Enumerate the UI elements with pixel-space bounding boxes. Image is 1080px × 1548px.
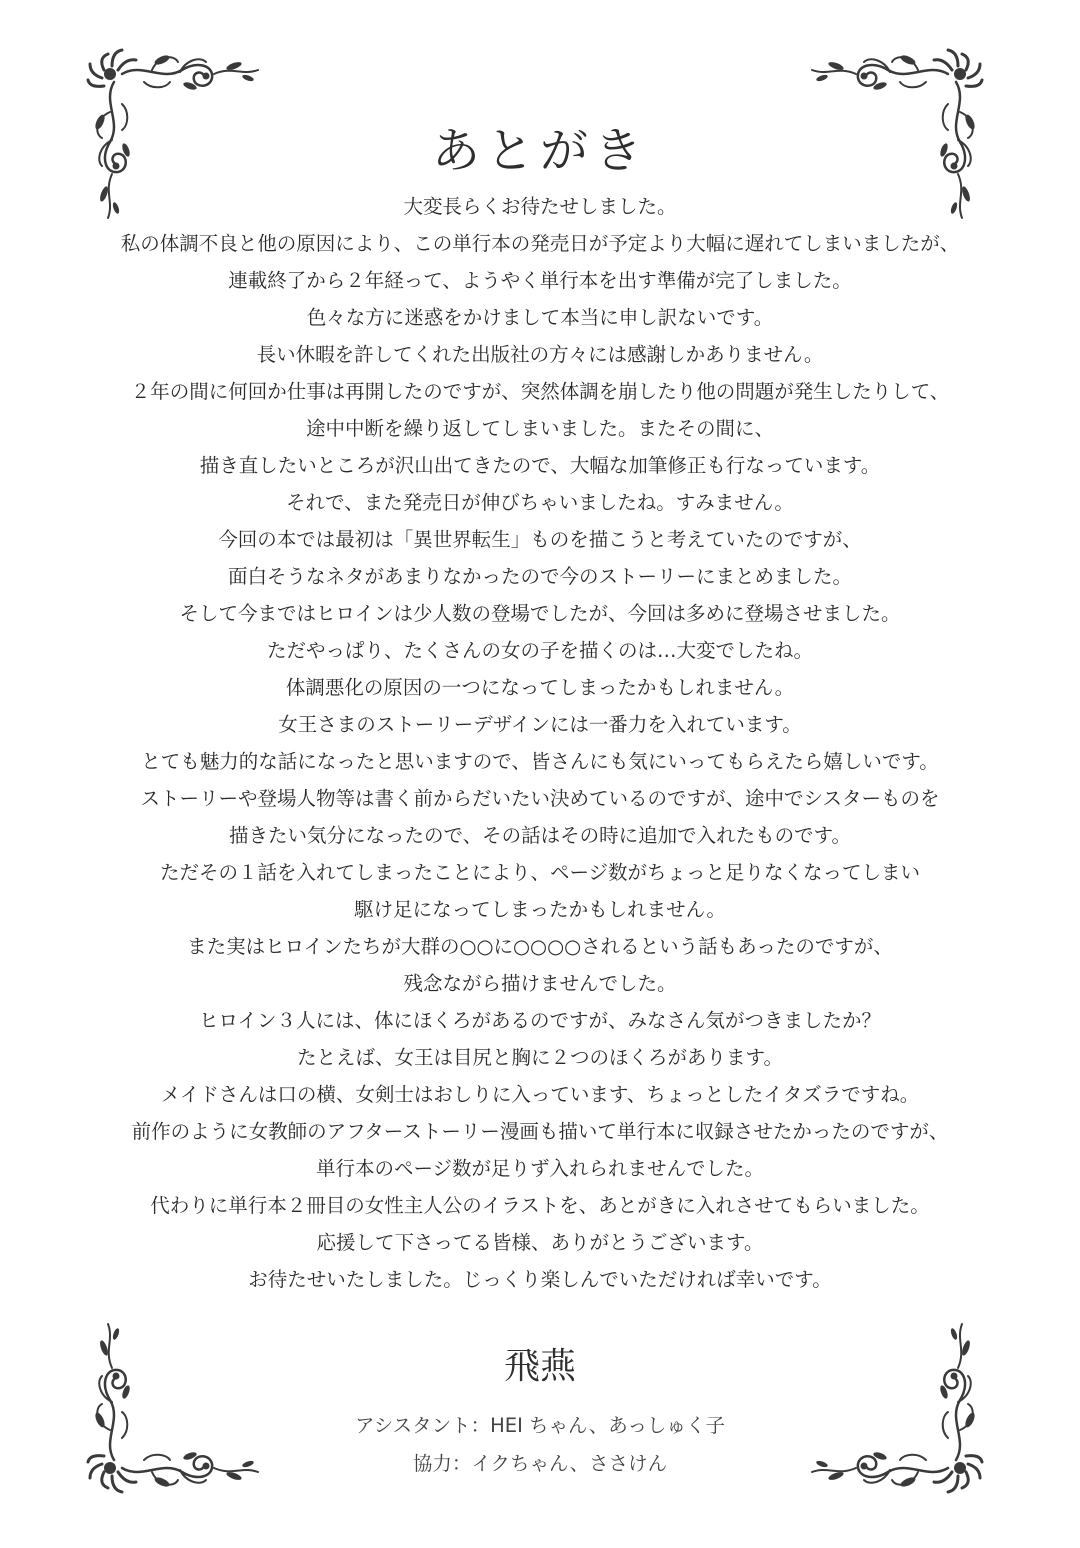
text-line: 応援して下さってる皆様、ありがとうございます。 [316,1231,764,1254]
credit-assistants: アシスタント：HEI ちゃん、あっしゅく子 [354,1414,726,1437]
text-line: 面白そうなネタがあまりなかったので今のストーリーにまとめました。 [227,565,852,588]
text-line: ただその１話を入れてしまったことにより、ページ数がちょっと足りなくなってしまい [159,861,921,884]
text-line: メイドさんは口の横、女剣士はおしりに入っています、ちょっとしたイタズラですね。 [160,1083,920,1106]
credit-cooperation: 協力：イクちゃん、ささけん [412,1452,668,1475]
text-line: ヒロイン３人には、体にほくろがあるのですが、みなさん気がつきましたか？ [199,1009,881,1032]
page-title: あとがき [431,123,648,179]
text-line: ２年の間に何回か仕事は再開したのですが、突然体調を崩したり他の問題が発生したりして、 [130,380,950,403]
text-line: 今回の本では最初は「異世界転生」ものを描こうと考えていたのですが、 [218,528,862,551]
text-line: とても魅力的な話になったと思いますので、皆さんにも気にいってもらえたら嬉しいです。 [141,750,939,773]
text-line: 代わりに単行本２冊目の女性主人公のイラストを、あとがきに入れさせてもらいました。 [150,1194,930,1217]
text-line: 途中中断を繰り返してしまいました。またその間に、 [305,417,774,440]
text-line: ストーリーや登場人物等は書く前からだいたい決めているのですが、途中でシスターものを [140,787,940,810]
text-line: 描き直したいところが沢山出てきたので、大幅な加筆修正も行なっています。 [199,454,881,477]
text-line: 単行本のページ数が足りず入れられませんでした。 [315,1157,765,1180]
text-line: それで、また発売日が伸びちゃいましたね。すみません。 [286,491,794,514]
text-line: 色々な方に迷惑をかけまして本当に申し訳ないです。 [306,306,774,329]
text-line: 女王さまのストーリーデザインには一番力を入れています。 [278,713,802,736]
text-line: 前作のように女教師のアフターストーリー漫画も描いて単行本に収録させたかったのですが、 [131,1120,949,1143]
text-line: たとえば、女王は目尻と胸に２つのほくろがあります。 [297,1046,783,1069]
text-line: 描きたい気分になったので、その話はその時に追加で入れたものです。 [228,824,852,847]
text-line: 連載終了から２年経って、ようやく単行本を出す準備が完了しました。 [228,269,852,292]
text-line: そして今まではヒロインは少人数の登場でしたが、今回は多めに登場させました。 [179,602,901,625]
text-line: 駆け足になってしまったかもしれません。 [354,898,726,921]
text-line: 大変長らくお待たせしました。 [403,195,677,218]
text-line: また実はヒロインたちが大群の○○に○○○○されるという話もあったのですが、 [187,935,893,958]
text-line: 私の体調不良と他の原因により、この単行本の発売日が予定より大幅に遅れてしまいましたが、 [120,232,960,255]
afterword-text [120,188,960,1298]
text-line: 残念ながら描けませんでした。 [403,972,677,995]
author-signature: 飛燕 [503,1346,576,1387]
text-line: 長い休暇を許してくれた出版社の方々には感謝しかありません。 [256,343,824,366]
text-line: お待たせいたしました。じっくり楽しんでいただければ幸いです。 [248,1268,832,1291]
text-line: 体調悪化の原因の一つになってしまったかもしれません。 [285,676,795,699]
text-line: ただやっぱり、たくさんの女の子を描くのは…大変でしたね。 [266,639,813,662]
